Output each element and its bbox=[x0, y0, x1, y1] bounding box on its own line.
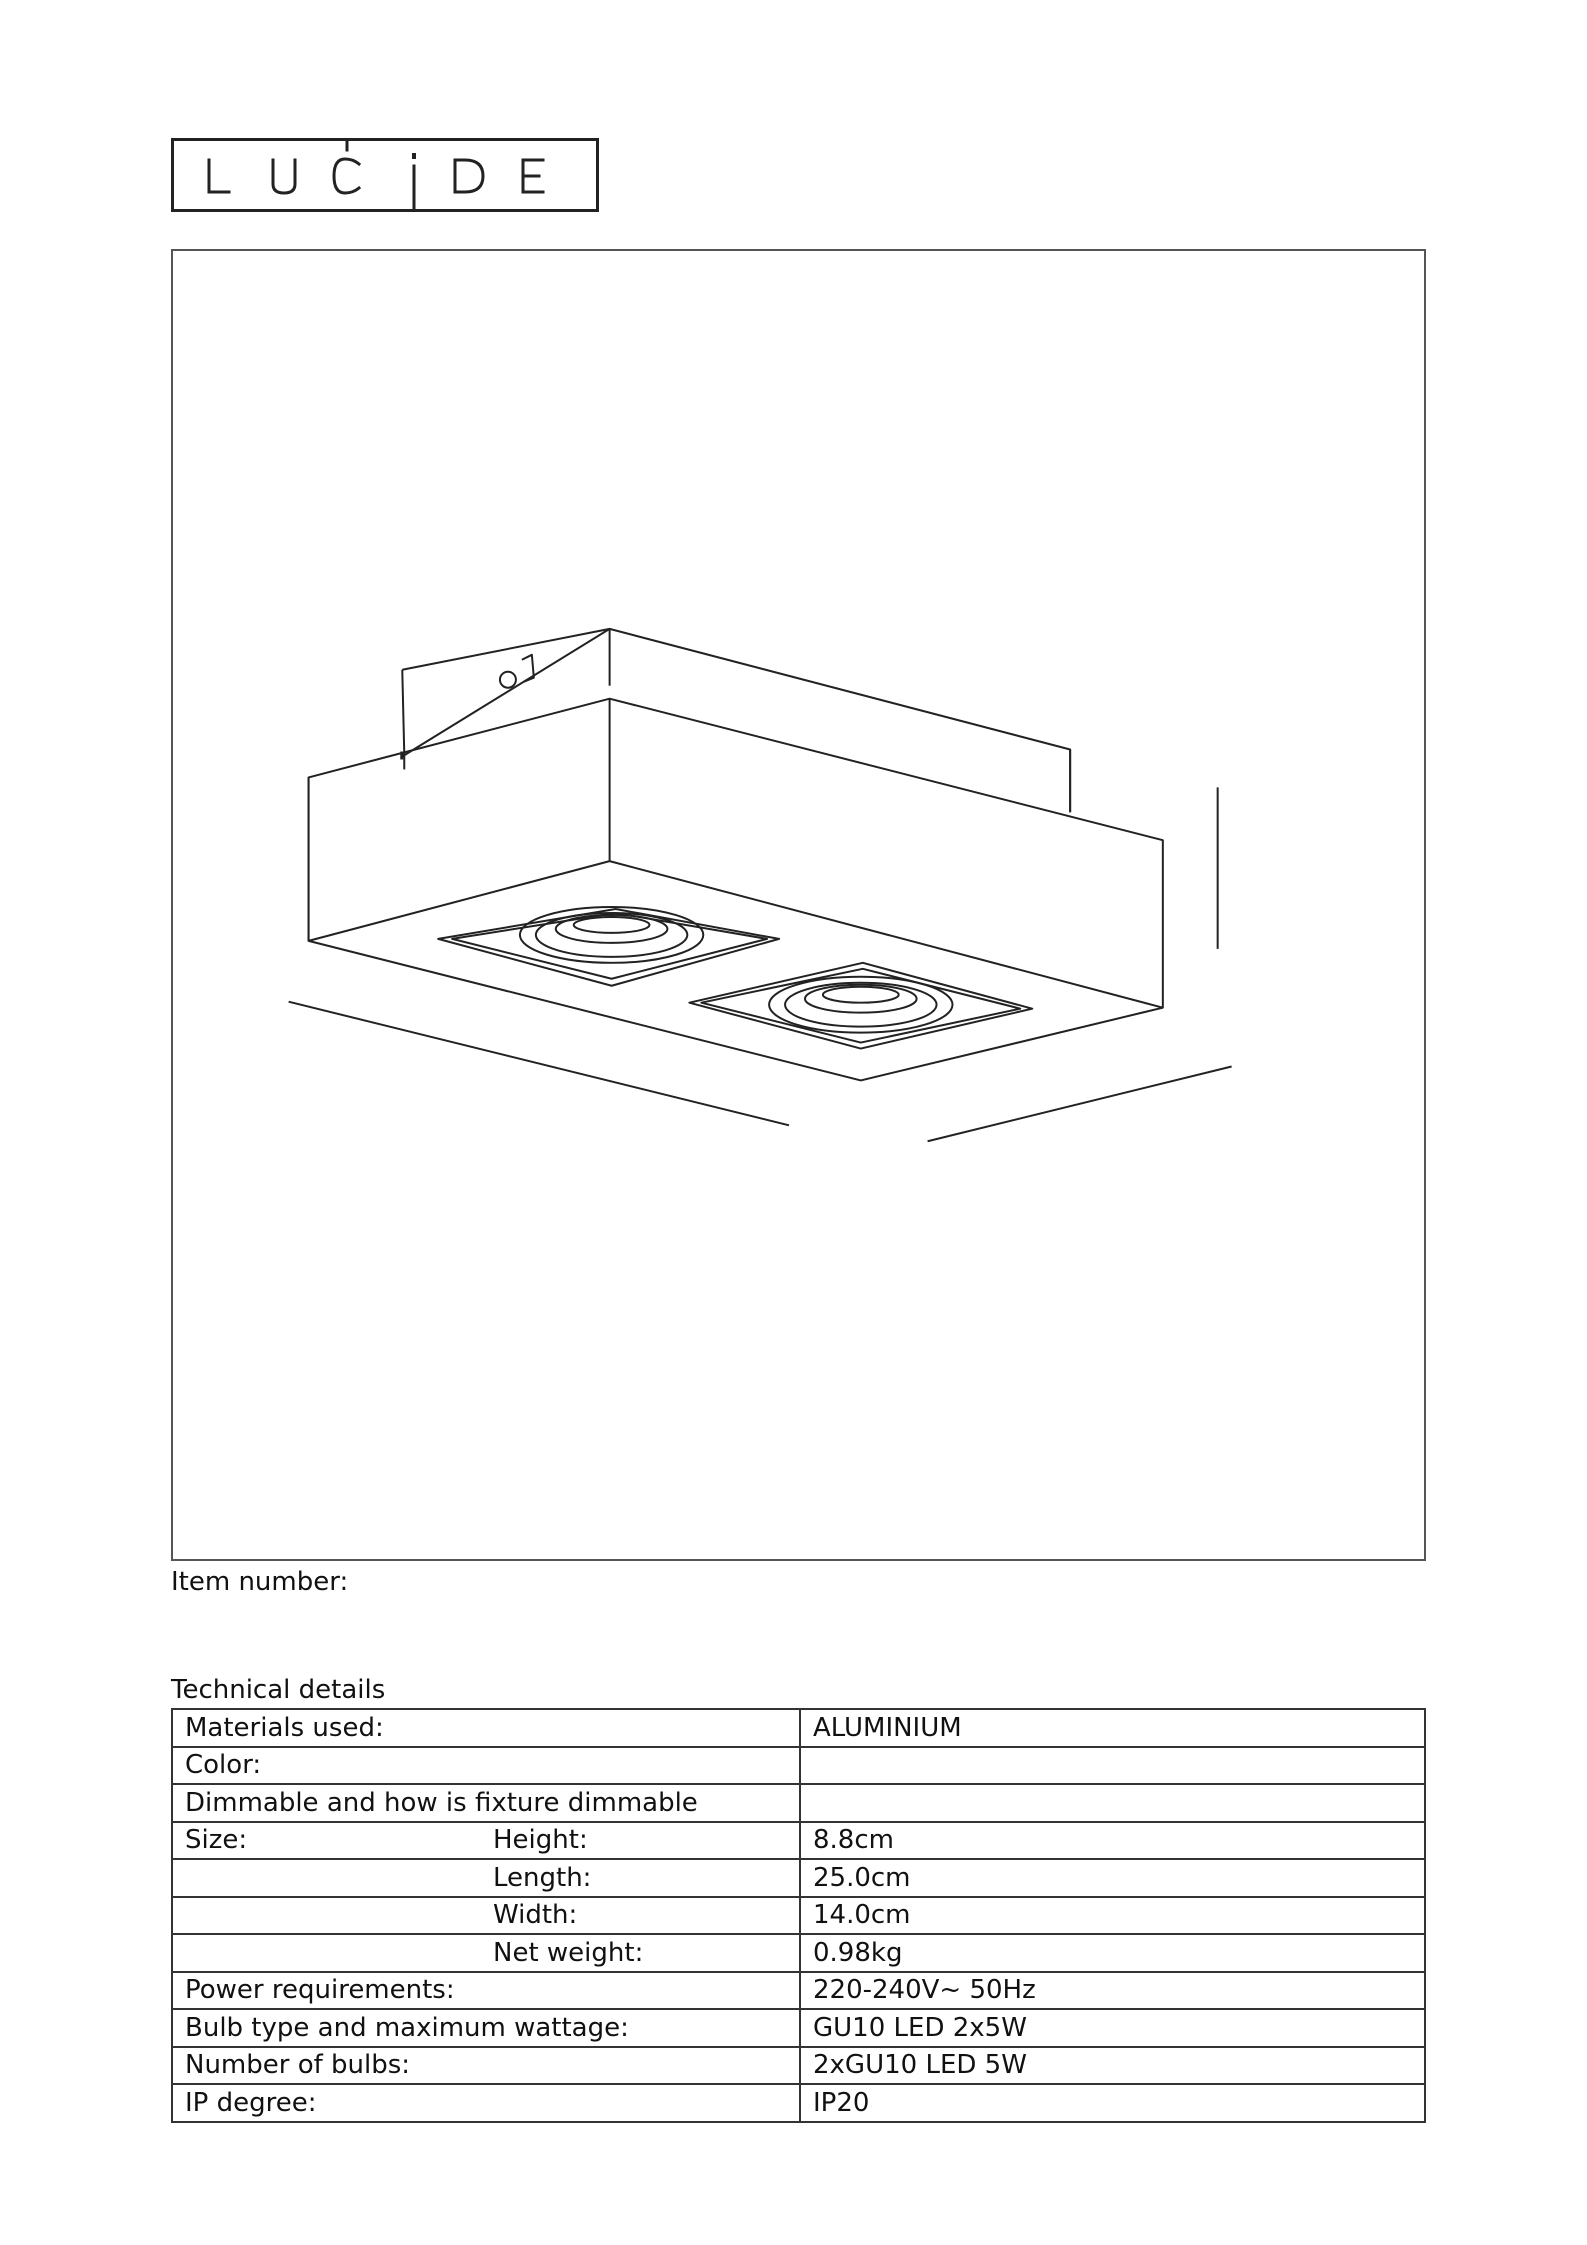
spec-label: Power requirements: bbox=[185, 1975, 455, 2006]
spec-label: Number of bulbs: bbox=[185, 2050, 411, 2081]
table-row bbox=[172, 1747, 1425, 1785]
table-row bbox=[172, 1709, 1425, 1747]
spec-sublabel: Net weight: bbox=[493, 1937, 644, 1968]
spec-sublabel: Height: bbox=[493, 1825, 588, 1856]
table-row bbox=[172, 1897, 1425, 1935]
spec-value: 25.0cm bbox=[800, 1859, 1425, 1897]
spec-label: Color: bbox=[185, 1750, 262, 1781]
spec-label-cell bbox=[172, 2047, 800, 2085]
table-row bbox=[172, 2009, 1425, 2047]
table-row bbox=[172, 1784, 1425, 1822]
table-row bbox=[172, 1822, 1425, 1860]
spec-value bbox=[800, 1784, 1425, 1822]
spec-label: IP degree: bbox=[185, 2087, 317, 2118]
spec-label-cell bbox=[172, 1709, 800, 1747]
product-line-drawing bbox=[173, 251, 1424, 1559]
spec-label-cell bbox=[172, 1784, 800, 1822]
spec-sublabel: Width: bbox=[493, 1900, 578, 1931]
spec-label-cell bbox=[172, 1934, 800, 1972]
spec-value: IP20 bbox=[800, 2084, 1425, 2122]
item-number-label: Item number: bbox=[171, 1567, 349, 1597]
table-row bbox=[172, 1972, 1425, 2010]
table-row bbox=[172, 2047, 1425, 2085]
spec-value: 8.8cm bbox=[800, 1822, 1425, 1860]
table-row bbox=[172, 1934, 1425, 1972]
spec-label-cell bbox=[172, 1747, 800, 1785]
spec-value: 2xGU10 LED 5W bbox=[800, 2047, 1425, 2085]
spec-label: Dimmable and how is fixture dimmable bbox=[185, 1787, 698, 1818]
spec-label-cell bbox=[172, 1897, 800, 1935]
spec-value bbox=[800, 1747, 1425, 1785]
spec-label: Bulb type and maximum wattage: bbox=[185, 2012, 629, 2043]
spec-value: GU10 LED 2x5W bbox=[800, 2009, 1425, 2047]
table-row bbox=[172, 1859, 1425, 1897]
spec-value: 220-240V~ 50Hz bbox=[800, 1972, 1425, 2010]
spec-label-cell bbox=[172, 1822, 800, 1860]
spec-label-cell bbox=[172, 2009, 800, 2047]
spec-label: Materials used: bbox=[185, 1712, 384, 1743]
spec-label-cell bbox=[172, 1859, 800, 1897]
table-row bbox=[172, 2084, 1425, 2122]
spec-label-cell bbox=[172, 2084, 800, 2122]
product-image-frame bbox=[171, 249, 1426, 1561]
spec-sublabel: Length: bbox=[493, 1862, 592, 1893]
spec-label-cell bbox=[172, 1972, 800, 2010]
spec-value: ALUMINIUM bbox=[800, 1709, 1425, 1747]
spec-value: 14.0cm bbox=[800, 1897, 1425, 1935]
technical-details-heading: Technical details bbox=[171, 1675, 386, 1705]
technical-details-table bbox=[171, 1708, 1426, 2123]
lucide-logo bbox=[171, 138, 599, 212]
spec-value: 0.98kg bbox=[800, 1934, 1425, 1972]
spec-label: Size: bbox=[185, 1825, 248, 1856]
